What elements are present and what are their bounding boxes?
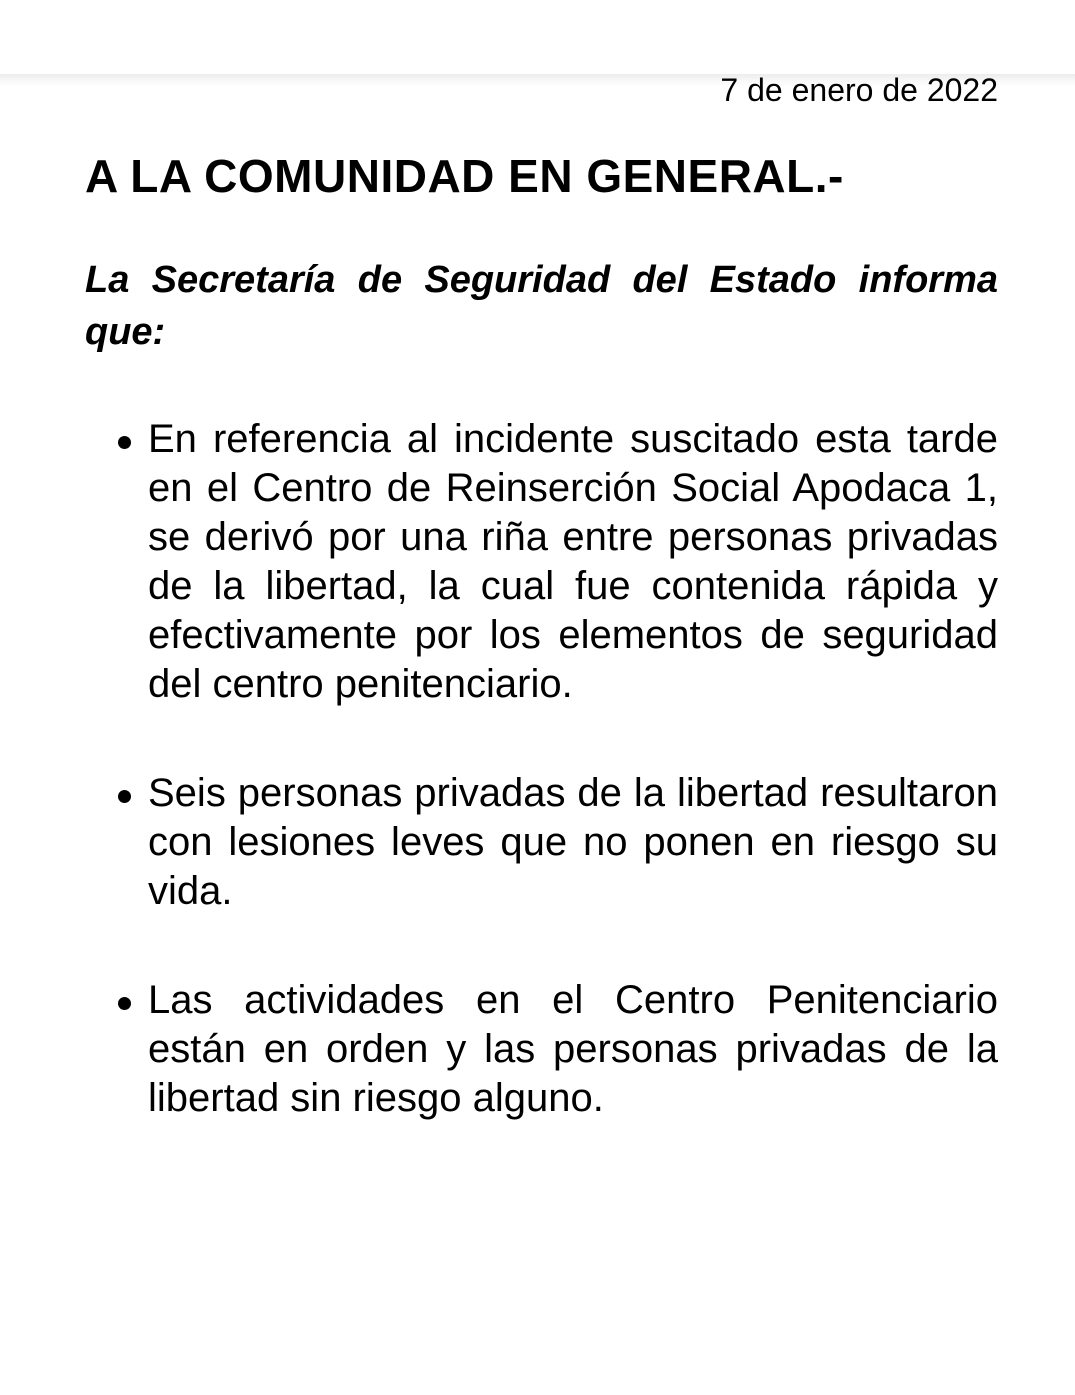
bullet-item-incident: [85, 415, 998, 709]
bullet-icon: [118, 997, 131, 1010]
bullet-line: del centro penitenciario.: [148, 662, 573, 706]
date-line: 7 de enero de 2022: [720, 72, 998, 108]
bullet-line: están en orden y las personas privadas de la: [148, 1027, 998, 1071]
intro-line: que:: [85, 311, 166, 353]
intro-line: La Secretaría de Seguridad del Estado informa: [85, 259, 998, 301]
bullet-item-activities: [85, 976, 998, 1123]
bullet-line: En referencia al incidente suscitado esta tarde: [148, 417, 998, 461]
bullet-line: de la libertad, la cual fue contenida rápida y: [148, 564, 998, 608]
bullet-line: Las actividades en el Centro Penitenciario: [148, 978, 998, 1022]
bullet-line: en el Centro de Reinserción Social Apodaca 1,: [148, 466, 998, 510]
bullet-item-injuries: [85, 769, 998, 916]
bullet-list: [85, 415, 998, 1123]
bullet-line: vida.: [148, 869, 233, 913]
bullet-line: libertad sin riesgo alguno.: [148, 1076, 604, 1120]
bullet-icon: [118, 436, 131, 449]
page-title: A LA COMUNIDAD EN GENERAL.-: [85, 150, 844, 202]
bullet-line: Seis personas privadas de la libertad resultaron: [148, 771, 998, 815]
intro-statement: [85, 254, 998, 358]
bullet-icon: [118, 790, 131, 803]
document-page: [0, 74, 1075, 1395]
bullet-line: efectivamente por los elementos de seguridad: [148, 613, 998, 657]
bullet-line: con lesiones leves que no ponen en riesgo su: [148, 820, 998, 864]
bullet-line: se derivó por una riña entre personas privadas: [148, 515, 998, 559]
